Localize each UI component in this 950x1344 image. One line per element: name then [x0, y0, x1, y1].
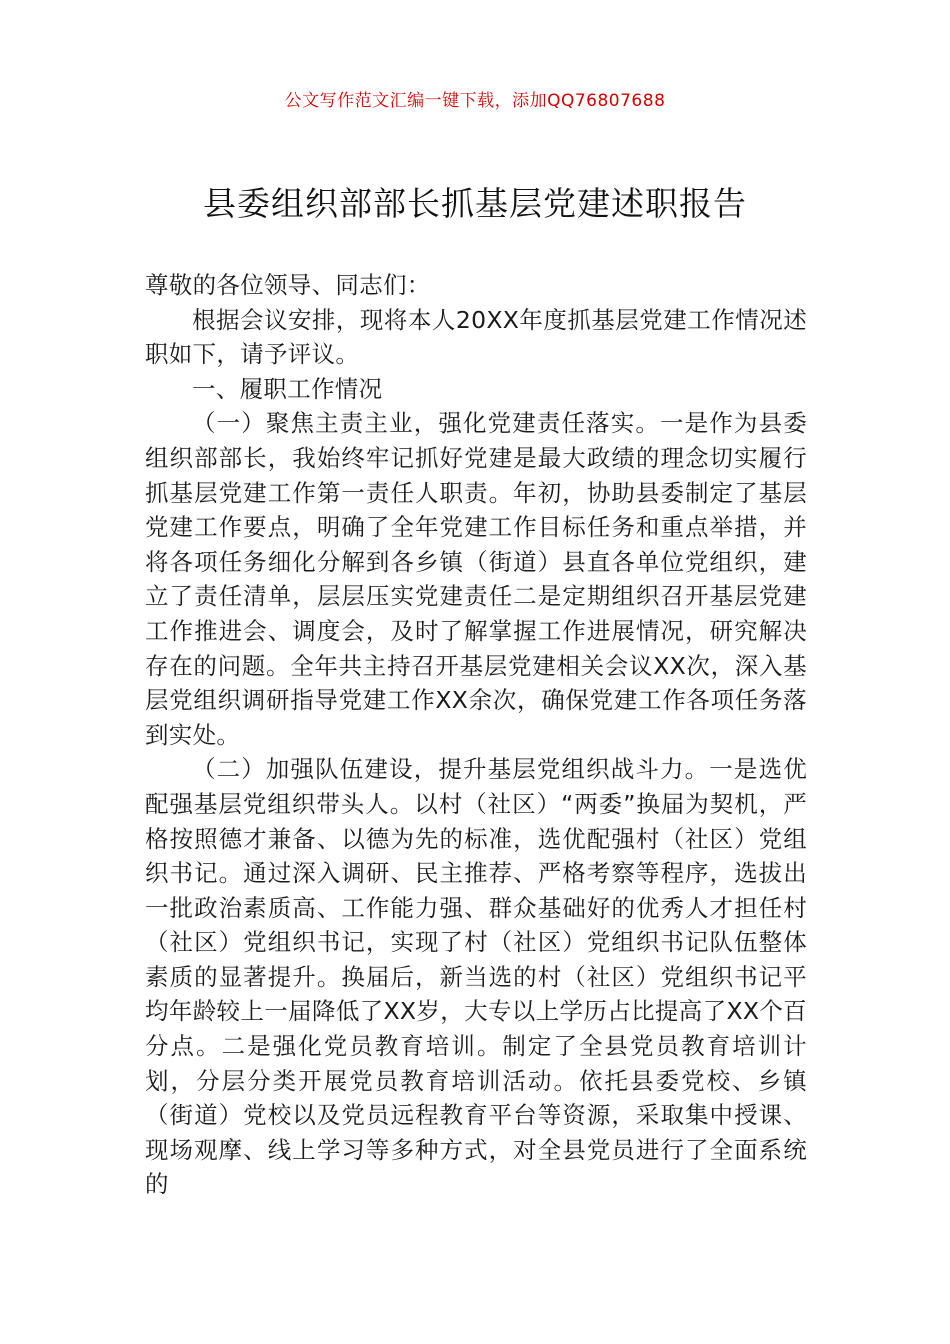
document-title: 县委组织部部长抓基层党建述职报告 — [203, 184, 747, 223]
section-heading: 一、履职工作情况 — [192, 374, 383, 403]
document-body — [145, 268, 807, 1202]
header-note: 公文写作范文汇编一键下载，添加QQ76807688 — [284, 91, 666, 111]
salutation: 尊敬的各位领导、同志们： — [145, 271, 431, 299]
paragraph-section-1: （一）聚焦主责主业，强化党建责任落实。一是作为县委组织部部长，我始终牢记抓好党建是最大政绩的理念切实履行抓基层党建工作第一责任人职责。年初，协助县委制定了基层党建工作要点，明确了全年党建工作目标任务和重点举措，并将各项任务细化分解到各乡镇（街道）县直各单位党组织，建立了责任清单，层层压实党建责任二是定期组织召开基层党建工作推进会、调度会，及时了解掌握工作进展情况，研究解决存在的问题。全年共主持召开基层党建相关会议XX次，深入基层党组织调研指导党建工作XX余次，确保党建工作各项任务落到实处。 — [145, 409, 807, 749]
paragraph-section-2: （二）加强队伍建设，提升基层党组织战斗力。一是选优配强基层党组织带头人。以村（社区）“两委”换届为契机，严格按照德才兼备、以德为先的标准，选优配强村（社区）党组织书记。通过深入调研、民主推荐、严格考察等程序，选拔出一批政治素质高、工作能力强、群众基础好的优秀人才担任村（社区）党组织书记，实现了村（社区）党组织书记队伍整体素质的显著提升。换届后，新当选的村（社区）党组织书记平均年龄较上一届降低了XX岁，大专以上学历占比提高了XX个百分点。二是强化党员教育培训。制定了全县党员教育培训计划，分层分类开展党员教育培训活动。依托县委党校、乡镇（街道）党校以及党员远程教育平台等资源，采取集中授课、现场观摩、线上学习等多种方式，对全县党员进行了全面系统的 — [145, 755, 807, 1199]
intro-paragraph: 根据会议安排，现将本人20XX年度抓基层党建工作情况述职如下，请予评议。 — [145, 305, 807, 369]
